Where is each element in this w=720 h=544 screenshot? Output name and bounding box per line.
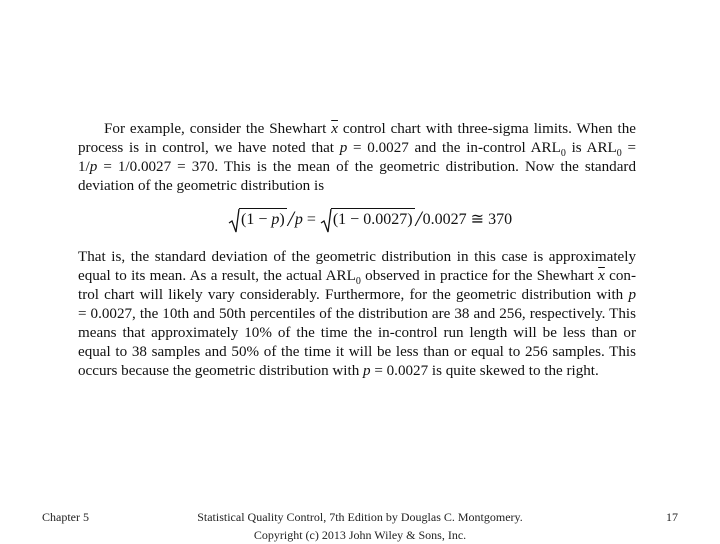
paragraph-discussion-line-5: means that approximately 10% of the time the in-control run length will be less than or <box>78 325 636 341</box>
footer-book-title: Statistical Quality Control, 7th Edition by Douglas C. Montgomery. <box>197 510 523 524</box>
paragraph-discussion-line-4: = 0.0027, the 10th and 50th percentiles of the distribution are 38 and 256, respectively. This <box>78 306 636 322</box>
sqrt-symbol-icon <box>320 208 332 234</box>
paragraph-discussion-line-1: That is, the standard deviation of the geometric distribution in this case is approximately <box>78 249 636 265</box>
footer-page-number: 17 <box>666 510 678 524</box>
sqrt-term-1: (1 − p) <box>228 206 287 234</box>
paragraph-intro-line-3: 1/p = 1/0.0027 = 370. This is the mean of the geometric distribution. Now the standard <box>78 159 636 175</box>
sqrt-symbol-icon <box>228 208 240 234</box>
sqrt-term-2: (1 − 0.0027) <box>320 206 415 234</box>
paragraph-intro-line-4: deviation of the geometric distribution is <box>78 178 325 194</box>
x-bar-symbol: $\overline{x}$ <box>331 121 338 137</box>
footer-chapter-label: Chapter 5 <box>42 510 89 524</box>
paragraph-discussion-line-6: equal to 38 samples and 50% of the time it will be less than or equal to 256 samples. This <box>78 344 636 360</box>
footer-copyright <box>150 508 570 544</box>
std-dev-formula: (1 − p) /p = (1 − 0.0027) /0.0027 ≅ 370 <box>228 205 512 233</box>
paragraph-intro <box>78 120 636 196</box>
paragraph-discussion-line-3: trol chart will likely vary considerably. Furthermore, for the geometric distribution with p <box>78 287 636 303</box>
footer-copyright-line: Copyright (c) 2013 John Wiley & Sons, Inc. <box>253 528 467 542</box>
paragraph-discussion-line-7: occurs because the geometric distribution with p = 0.0027 is quite skewed to the right. <box>78 363 599 379</box>
x-bar-symbol: $\overline{x}$ <box>598 268 605 284</box>
paragraph-intro-line-1: For example, consider the Shewhart $\overline{x}$ control chart with three-sigma limits. When the <box>104 121 636 137</box>
paragraph-intro-line-2: process is in control, we have noted that p = 0.0027 and the in-control $ARL_0$ is $ARL_0$ = <box>78 140 636 160</box>
paragraph-discussion-line-2: equal to its mean. As a result, the actual $ARL_0$ observed in practice for the Shewhart $\overline{x}$ con- <box>78 268 637 288</box>
paragraph-discussion <box>78 248 636 381</box>
